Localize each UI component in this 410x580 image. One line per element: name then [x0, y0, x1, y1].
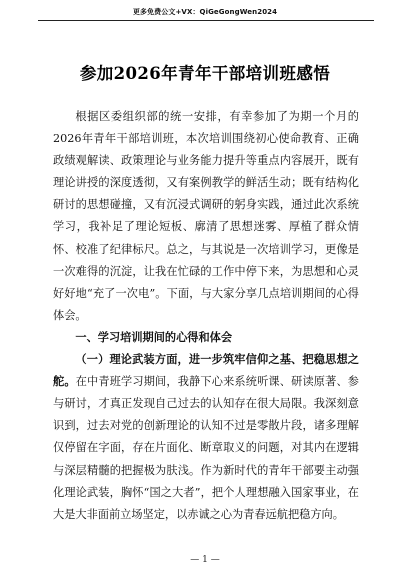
intro-paragraph: 根据区委组织部的统一安排，有幸参加了为期一个月的2026年青年干部培训班，本次培训围绕初心使命教育、正确政绩观解读、政策理论与业务能力提升等重点内容展开，既有理论讲授的深度透彻，又有案例教学的鲜活生动；既有结构化研讨的思想碰撞，又有沉浸式调研的躬身实践，通过此次系统学习，我补足了理论短板、廓清了思想迷雾、厚植了群众情怀、校准了纪律标尺。总之，与其说是一次培训学习，更像是一次难得的沉淀，让我在忙碌的工作中停下来，为思想和心灵好好地“充了一次电”。下面，与大家分享几点培训期间的心得体会。 [53, 110, 359, 322]
document-title: 参加2026年青年干部培训班感悟 [79, 64, 331, 83]
document-body [53, 106, 359, 526]
subsection-paragraph [53, 349, 359, 526]
section-heading: 一、学习培训期间的心得和体会 [75, 330, 233, 344]
subsection-heading: （一）理论武装方面，进一步筑牢信仰之基、把稳思想之舵。 [53, 353, 359, 389]
subsection-body: 在中青班学习期间，我静下心来系统听课、研读原著、参与研讨，才真正发现自己过去的认知存在很大局限。我深刻意识到，过去对党的创新理论的认知不过是零散片段，诸多理解仅停留在字面，存在片面化、断章取义的问题，对其内在逻辑与深层精髓的把握极为肤浅。作为新时代的青年干部要主动强化理论武装，胸怀“国之大者”，把个人理想融入国家事业，在大是大非面前立场坚定，以赤诚之心为青春远航把稳方向。 [53, 375, 359, 521]
header-note: 更多免费公文+VX：QiGeGongWen2024 [132, 8, 278, 16]
header-rule [38, 20, 374, 21]
page-number: — 1 — [190, 555, 220, 565]
